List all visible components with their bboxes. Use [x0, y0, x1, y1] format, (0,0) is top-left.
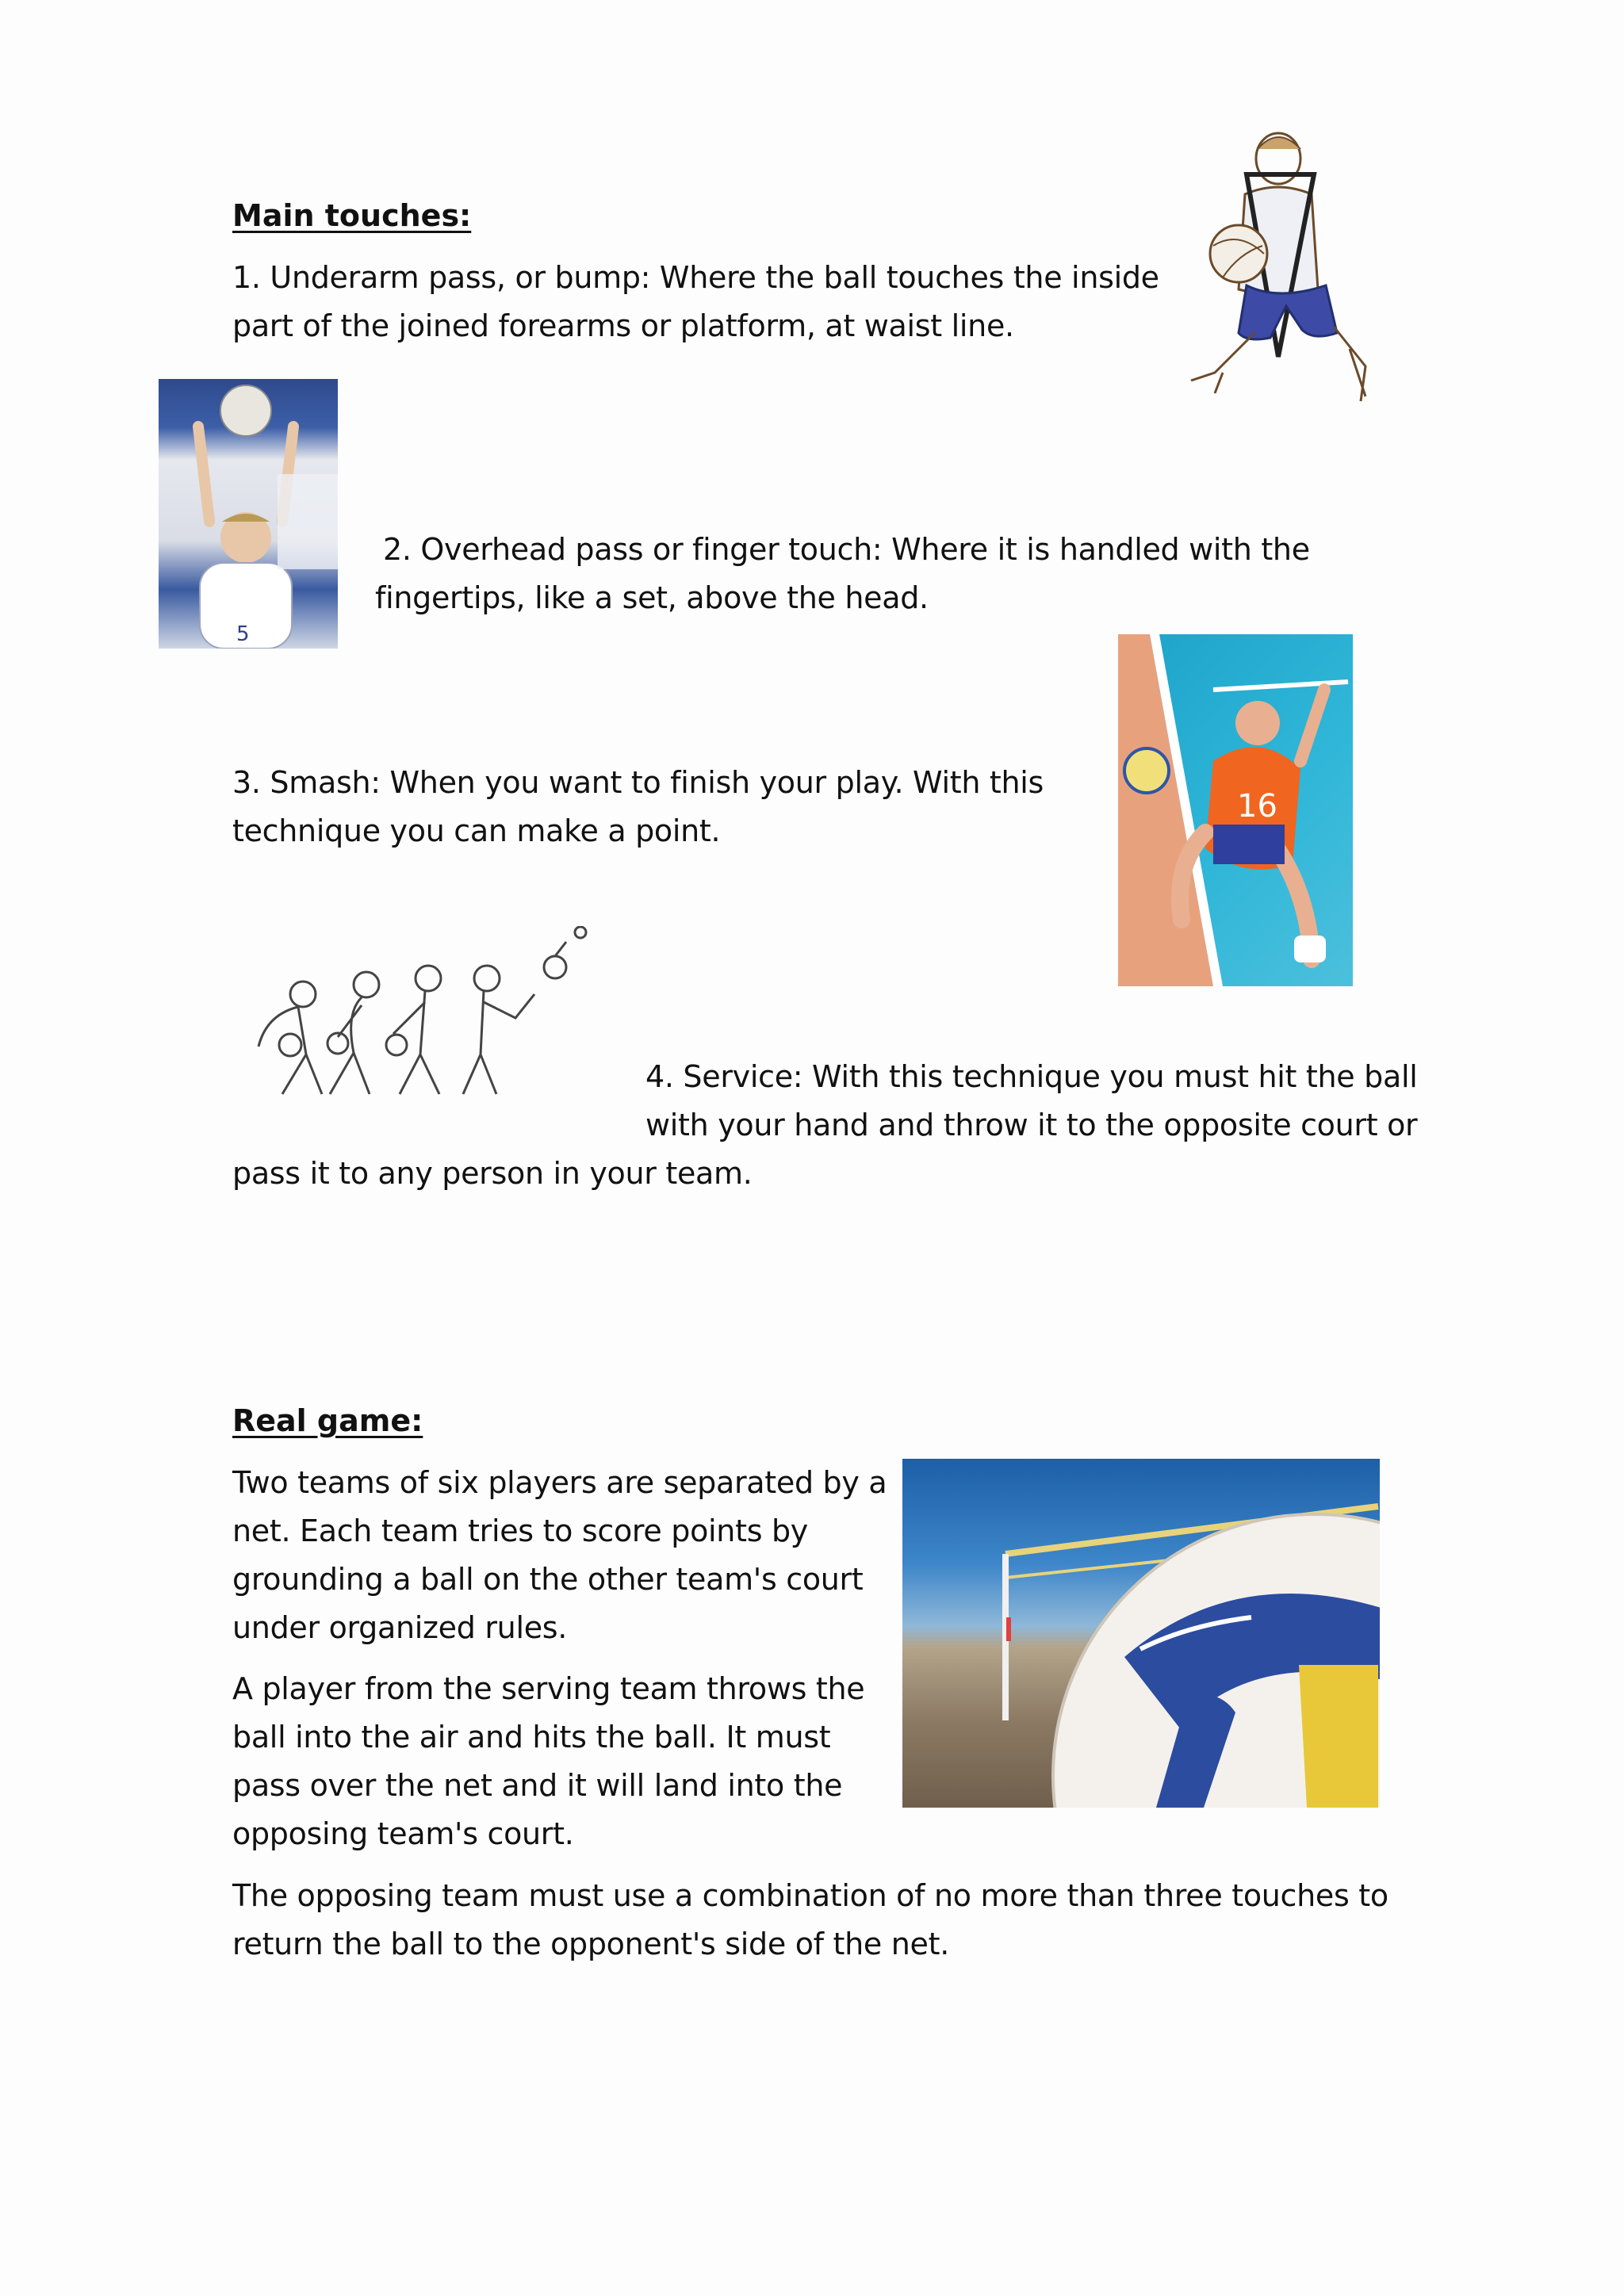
para3-line1: The opposing team must use a combination of no more than three touches to: [232, 1878, 1388, 1913]
beach-volleyball-photo-image: [902, 1459, 1380, 1808]
svg-text:5: 5: [236, 622, 250, 646]
para1-line2: net. Each team tries to score points by: [232, 1513, 808, 1548]
smash-photo-image: [1118, 634, 1353, 986]
svg-text:16: 16: [1237, 788, 1277, 825]
item1-line1: 1. Underarm pass, or bump: Where the ball touches the inside: [232, 260, 1159, 295]
item1-line2: part of the joined forearms or platform, at waist line.: [232, 308, 1014, 343]
para2-line1: A player from the serving team throws the: [232, 1671, 865, 1706]
item3-line2: technique you can make a point.: [232, 813, 721, 848]
para1-line4: under organized rules.: [232, 1610, 568, 1645]
para2-line4: opposing team's court.: [232, 1816, 574, 1851]
serve-sequence-image: [235, 926, 620, 1107]
item2-line2: fingertips, like a set, above the head.: [375, 580, 929, 615]
setter-photo-image: [159, 379, 338, 649]
item4-line2: with your hand and throw it to the opposite court or: [645, 1108, 1418, 1142]
para2-line2: ball into the air and hits the ball. It must: [232, 1720, 831, 1755]
para1-line1: Two teams of six players are separated by a: [232, 1465, 887, 1500]
section-heading-real-game: Real game:: [232, 1403, 423, 1438]
section-heading-main-touches: Main touches:: [232, 198, 472, 233]
para1-line3: grounding a ball on the other team's court: [232, 1562, 864, 1597]
item4-line3: pass it to any person in your team.: [232, 1156, 753, 1191]
item2-line1: 2. Overhead pass or finger touch: Where it is handled with the: [383, 532, 1310, 567]
item3-line1: 3. Smash: When you want to finish your play. With this: [232, 765, 1044, 800]
bump-sketch-image: [1159, 119, 1397, 404]
para3-line2: return the ball to the opponent's side of the net.: [232, 1927, 950, 1961]
para2-line3: pass over the net and it will land into the: [232, 1768, 843, 1803]
item4-line1: 4. Service: With this technique you must hit the ball: [645, 1059, 1418, 1094]
